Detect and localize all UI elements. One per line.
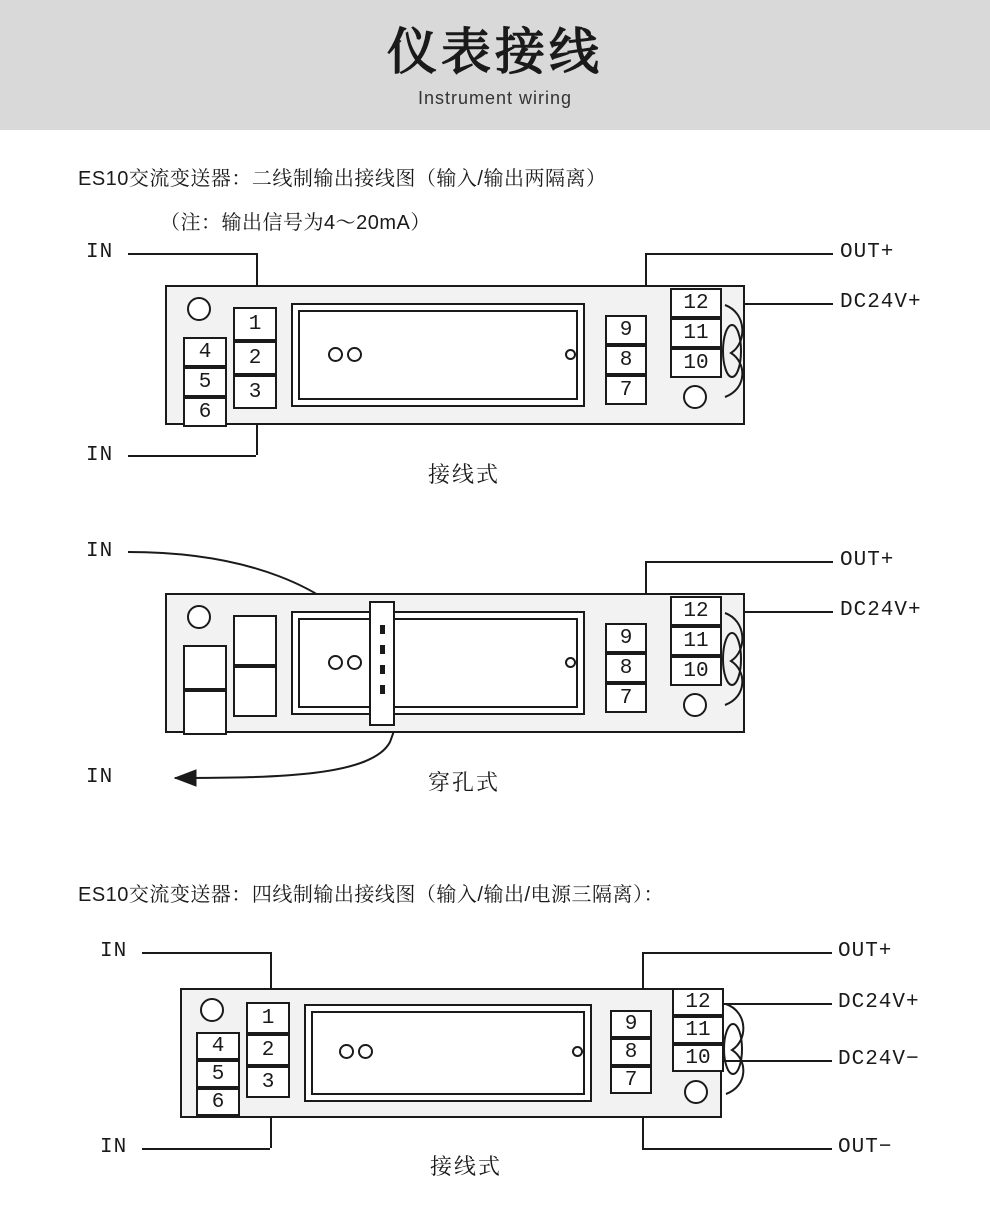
led-3-c bbox=[572, 1046, 583, 1057]
wire-out-plus-b bbox=[645, 561, 833, 563]
device-body-a bbox=[165, 285, 745, 425]
label-dc24v-plus-c: DC24V+ bbox=[838, 991, 920, 1014]
wire-dc24v-plus-c bbox=[716, 1003, 832, 1005]
terminal-7-c: 7 bbox=[610, 1066, 652, 1094]
terminal-4-c: 4 bbox=[196, 1032, 240, 1060]
screw-left-a bbox=[187, 297, 211, 321]
terminal-blank-inner-2-b bbox=[233, 666, 277, 717]
page-subtitle: Instrument wiring bbox=[417, 88, 573, 108]
terminal-12-b: 12 bbox=[670, 596, 722, 626]
led-3-a bbox=[565, 349, 576, 360]
label-dc24v-plus-a: DC24V+ bbox=[840, 291, 922, 314]
hole-dot-3-b bbox=[380, 665, 385, 674]
led-3-b bbox=[565, 657, 576, 668]
hole-dot-4-b bbox=[380, 685, 385, 694]
led-2-a bbox=[347, 347, 362, 362]
terminal-2-c: 2 bbox=[246, 1034, 290, 1066]
mode-label-b: 穿孔式 bbox=[428, 770, 501, 795]
led-2-b bbox=[347, 655, 362, 670]
terminal-8-b: 8 bbox=[605, 653, 647, 683]
terminal-9-c: 9 bbox=[610, 1010, 652, 1038]
terminal-5-a: 5 bbox=[183, 367, 227, 397]
led-1-b bbox=[328, 655, 343, 670]
terminal-12-c: 12 bbox=[672, 988, 724, 1016]
terminal-4-a: 4 bbox=[183, 337, 227, 367]
label-dc24v-plus-b: DC24V+ bbox=[840, 599, 922, 622]
terminal-10-b: 10 bbox=[670, 656, 722, 686]
terminal-3-a: 3 bbox=[233, 375, 277, 409]
wire-dc24v-minus-c bbox=[716, 1060, 832, 1062]
hole-dot-1-b bbox=[380, 625, 385, 634]
label-out-plus-a: OUT+ bbox=[840, 241, 895, 264]
label-in-top-b: IN bbox=[86, 540, 114, 563]
terminal-8-a: 8 bbox=[605, 345, 647, 375]
led-2-c bbox=[358, 1044, 373, 1059]
wire-in-top-a bbox=[128, 253, 256, 255]
device-body-c bbox=[180, 988, 722, 1118]
mode-label-c: 接线式 bbox=[430, 1154, 503, 1179]
section1-caption-line1: ES10交流变送器：二线制输出接线图（输入/输出两隔离） bbox=[78, 168, 607, 190]
terminal-blank-inner-1-b bbox=[233, 615, 277, 666]
terminal-blank-left-1-b bbox=[183, 645, 227, 690]
terminal-7-a: 7 bbox=[605, 375, 647, 405]
terminal-blank-left-2-b bbox=[183, 690, 227, 735]
through-hole-strip-b bbox=[369, 601, 395, 726]
wire-in-bottom-a bbox=[128, 455, 256, 457]
screw-left-c bbox=[200, 998, 224, 1022]
wire-in-bottom-c bbox=[142, 1148, 270, 1150]
wire-out-plus-a bbox=[645, 253, 833, 255]
terminal-5-c: 5 bbox=[196, 1060, 240, 1088]
label-in-bottom-c: IN bbox=[100, 1136, 128, 1159]
label-dc24v-minus-c: DC24V− bbox=[838, 1048, 920, 1071]
label-out-plus-c: OUT+ bbox=[838, 940, 893, 963]
screw-right-c bbox=[684, 1080, 708, 1104]
wire-out-minus-c bbox=[642, 1148, 832, 1150]
terminal-10-c: 10 bbox=[672, 1044, 724, 1072]
mode-label-a: 接线式 bbox=[428, 462, 501, 487]
terminal-3-c: 3 bbox=[246, 1066, 290, 1098]
led-1-c bbox=[339, 1044, 354, 1059]
wire-out-plus-c bbox=[642, 952, 832, 954]
label-in-top-a: IN bbox=[86, 241, 114, 264]
terminal-10-a: 10 bbox=[670, 348, 722, 378]
terminal-6-a: 6 bbox=[183, 397, 227, 427]
section2-caption-line1: ES10交流变送器：四线制输出接线图（输入/输出/电源三隔离）： bbox=[78, 884, 665, 906]
device-body-b bbox=[165, 593, 745, 733]
terminal-11-c: 11 bbox=[672, 1016, 724, 1044]
label-out-minus-c: OUT− bbox=[838, 1136, 893, 1159]
terminal-12-a: 12 bbox=[670, 288, 722, 318]
terminal-1-a: 1 bbox=[233, 307, 277, 341]
section1-caption-line2: （注：输出信号为4～20mA） bbox=[160, 212, 431, 234]
screw-left-b bbox=[187, 605, 211, 629]
terminal-6-c: 6 bbox=[196, 1088, 240, 1116]
terminal-2-a: 2 bbox=[233, 341, 277, 375]
terminal-7-b: 7 bbox=[605, 683, 647, 713]
screw-right-a bbox=[683, 385, 707, 409]
terminal-9-b: 9 bbox=[605, 623, 647, 653]
terminal-11-b: 11 bbox=[670, 626, 722, 656]
terminal-8-c: 8 bbox=[610, 1038, 652, 1066]
terminal-1-c: 1 bbox=[246, 1002, 290, 1034]
label-in-top-c: IN bbox=[100, 940, 128, 963]
label-in-bottom-a: IN bbox=[86, 444, 114, 467]
terminal-9-a: 9 bbox=[605, 315, 647, 345]
page-title: 仪表接线 bbox=[387, 24, 603, 80]
hole-dot-2-b bbox=[380, 645, 385, 654]
screw-right-b bbox=[683, 693, 707, 717]
terminal-11-a: 11 bbox=[670, 318, 722, 348]
label-in-bottom-b: IN bbox=[86, 766, 114, 789]
wire-in-top-c bbox=[142, 952, 270, 954]
label-out-plus-b: OUT+ bbox=[840, 549, 895, 572]
led-1-a bbox=[328, 347, 343, 362]
